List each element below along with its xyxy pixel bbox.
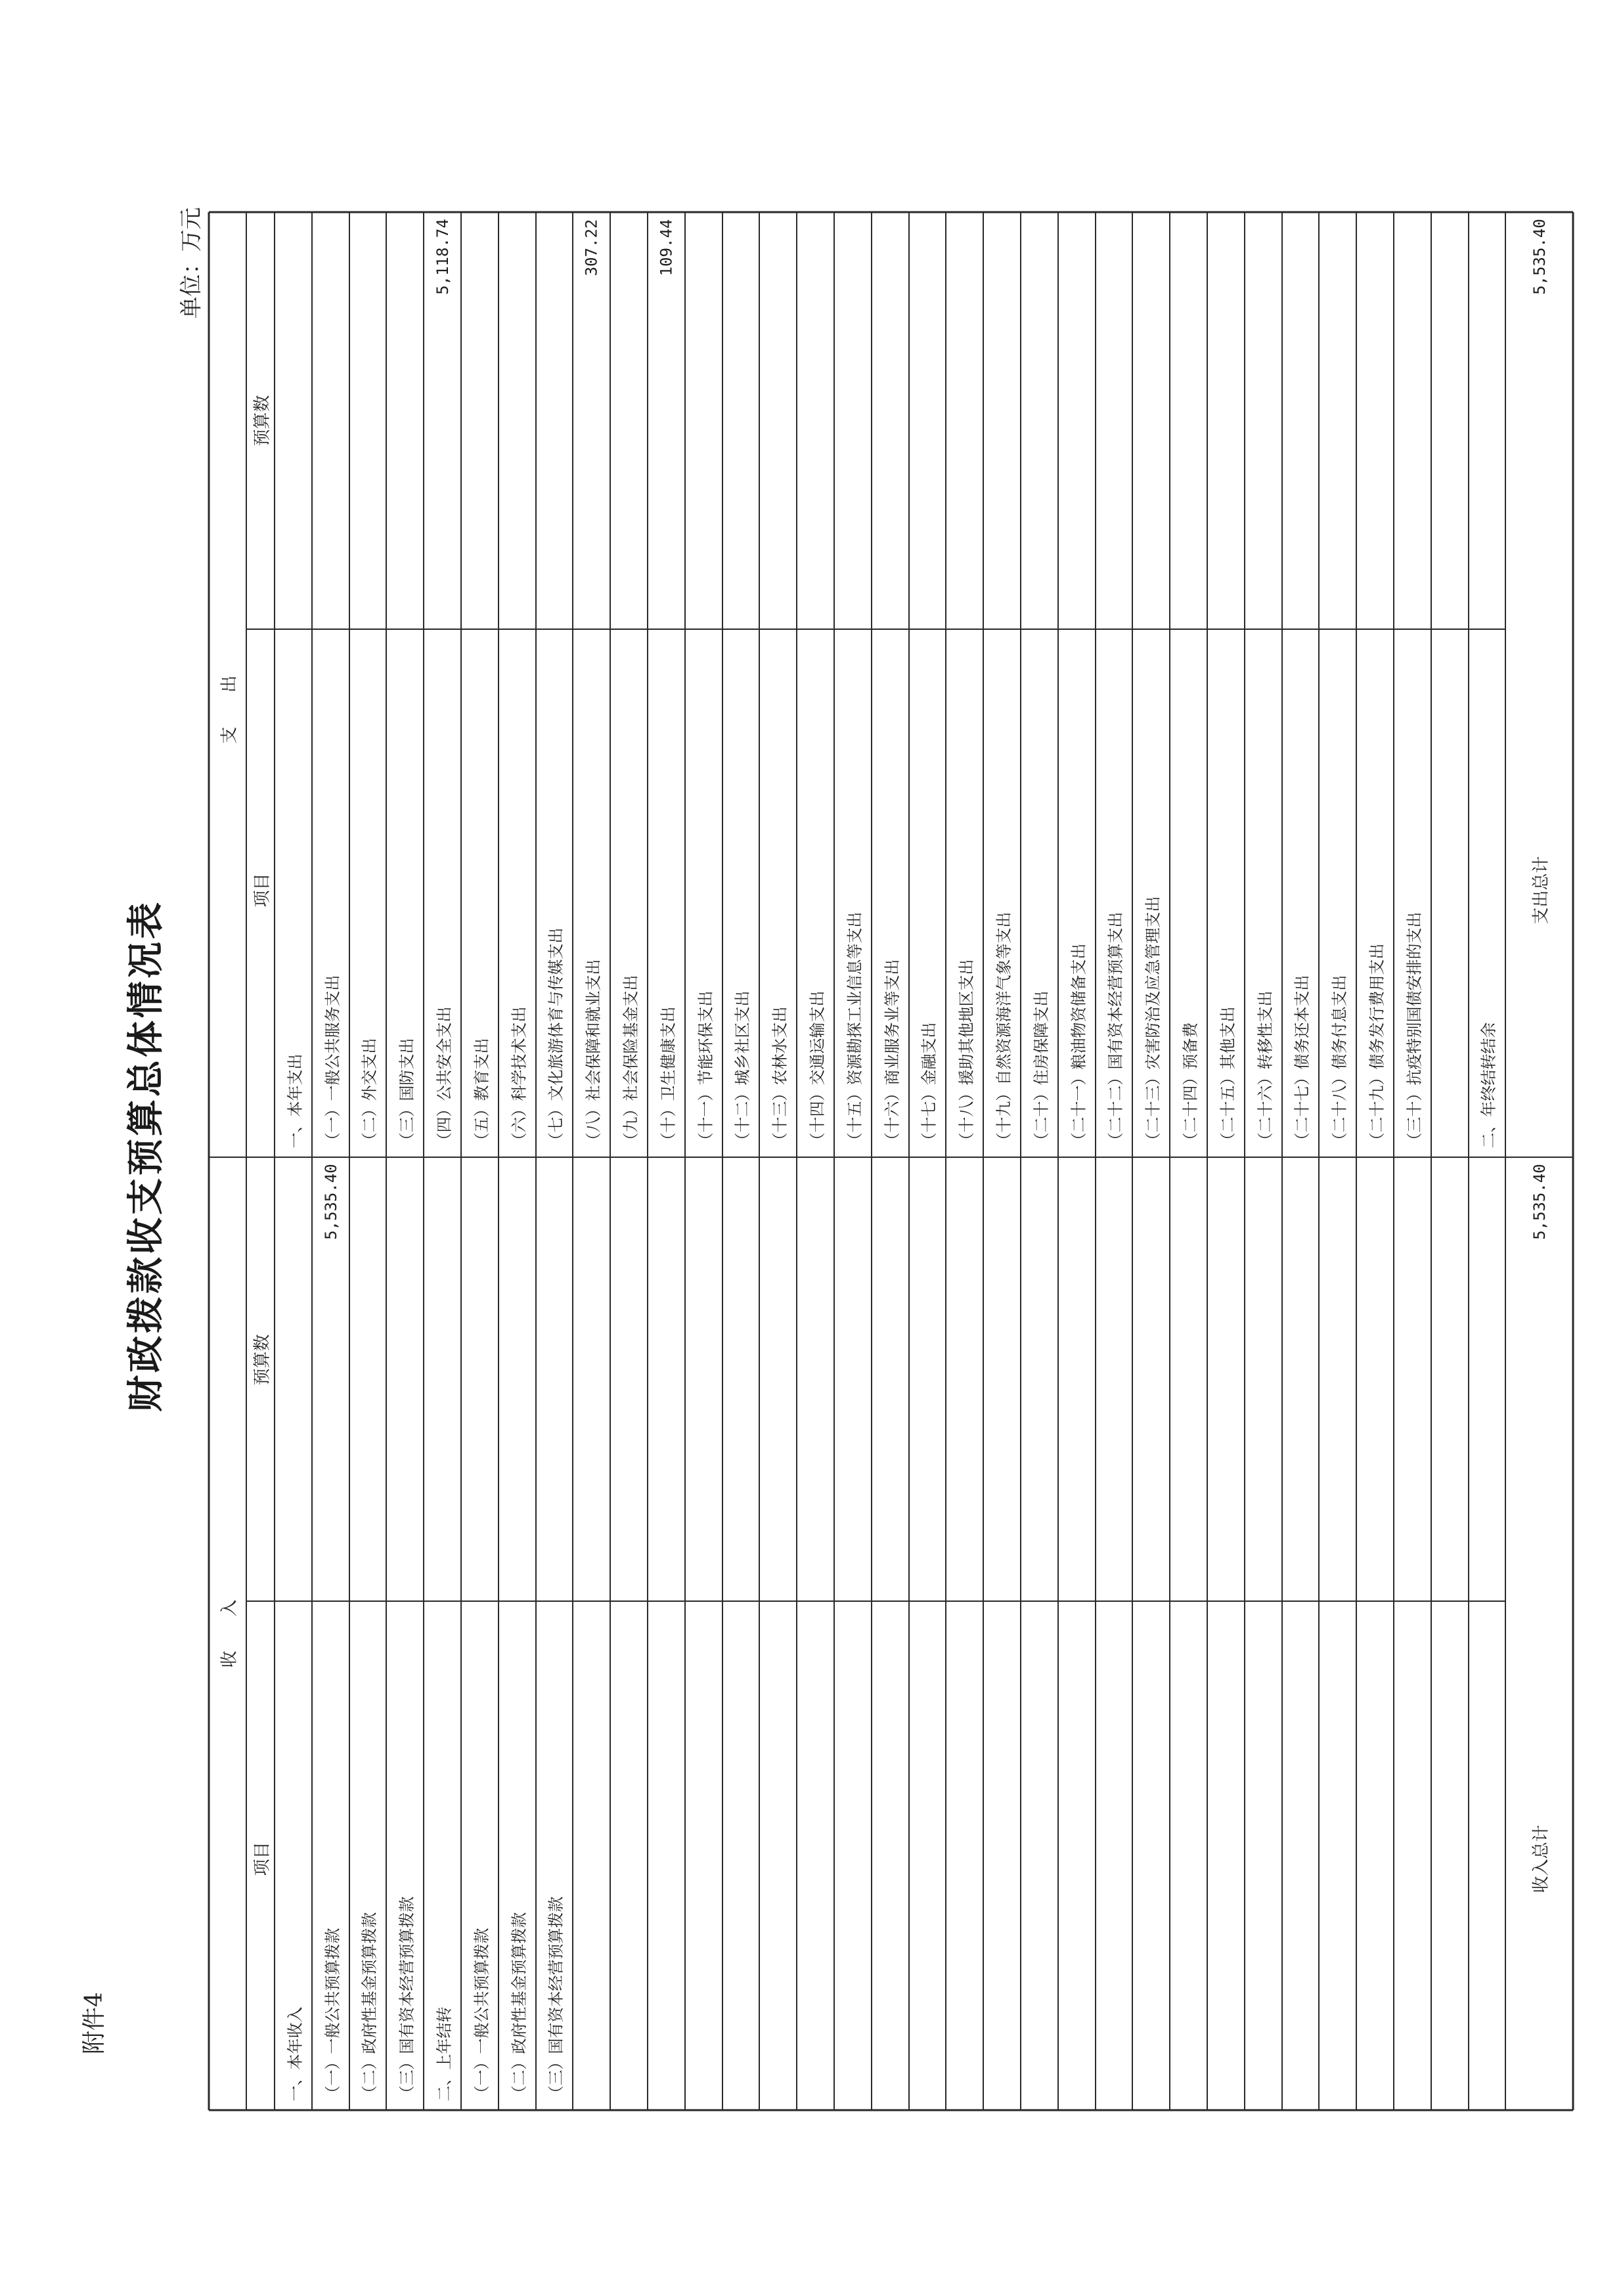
expense-row-label: （十一）节能环保支出 (696, 990, 715, 1148)
expense-row-label: （二十九）债务发行费用支出 (1367, 943, 1386, 1148)
expense-row-label: （六）科学技术支出 (510, 1006, 528, 1148)
expense-row-label: （二十五）其他支出 (1218, 1006, 1237, 1148)
expense-row-value: 109.44 (657, 219, 676, 276)
income-item-column-header: 项目 (252, 1841, 273, 1876)
expense-row-label: （十四）交通运输支出 (808, 990, 826, 1148)
income-total-value: 5,535.40 (1530, 1164, 1549, 1240)
expense-row-label: （二十七）债务还本支出 (1293, 975, 1312, 1148)
expense-row-label: （二十六）转移性支出 (1256, 990, 1274, 1148)
income-row-label: 一、本年收入 (286, 2006, 304, 2101)
expense-row-label: （二十二）国有资本经营预算支出 (1106, 912, 1125, 1148)
expense-row-label: （七）文化旅游体育与传媒支出 (546, 927, 566, 1148)
expense-row-label: （五）教育支出 (472, 1038, 491, 1148)
expense-row-value: 307.22 (582, 219, 601, 276)
income-row-label: （三）国有资本经营预算拨款 (546, 1896, 566, 2101)
expense-row-label: （九）社会保险基金支出 (621, 975, 640, 1148)
expense-row-label: （二十四）预备费 (1181, 1022, 1199, 1148)
expense-row-label: 二、年终结转结余 (1479, 1022, 1498, 1148)
unit-label: 单位：万元 (178, 207, 205, 319)
expense-row-label: （十三）农林水支出 (770, 1006, 789, 1148)
expense-row-label: （二十八）债务付息支出 (1330, 975, 1348, 1148)
income-row-label: （一）一般公共预算拨款 (472, 1928, 491, 2101)
expense-row-label: （二）外交支出 (360, 1038, 379, 1148)
attachment-label: 附件4 (80, 1991, 108, 2054)
expense-row-label: （三）国防支出 (397, 1038, 416, 1148)
income-total-label: 收入总计 (1531, 1824, 1551, 1893)
income-row-label: （二）政府性基金预算拨款 (510, 1912, 528, 2101)
expense-row-label: （十五）资源勘探工业信息等支出 (845, 912, 864, 1148)
expense-row-label: （四）公共安全支出 (435, 1006, 453, 1148)
expense-row-label: （十九）自然资源海洋气象等支出 (994, 912, 1013, 1148)
expense-row-label: （十六）商业服务业等支出 (883, 959, 901, 1148)
income-budget-column-header: 预算数 (252, 1333, 273, 1386)
expense-row-label: 一、本年支出 (286, 1053, 304, 1148)
income-row-label: （一）一般公共预算拨款 (323, 1928, 342, 2101)
expense-row-label: （十七）金融支出 (920, 1022, 939, 1148)
expense-header: 支 出 (219, 674, 240, 744)
expense-row-value: 5,118.74 (433, 219, 452, 295)
income-row-label: 二、上年结转 (435, 2006, 453, 2101)
expense-row-label: （十二）城乡社区支出 (733, 990, 752, 1148)
expense-row-label: （一）一般公共服务支出 (323, 975, 342, 1148)
income-header: 收 入 (219, 1599, 240, 1668)
expense-item-column-header: 项目 (252, 872, 273, 908)
expense-row-label: （三十）抗疫特别国债安排的支出 (1405, 912, 1423, 1148)
expense-total-label: 支出总计 (1531, 855, 1551, 925)
expense-total-value: 5,535.40 (1530, 219, 1549, 295)
income-row-label: （三）国有资本经营预算拨款 (397, 1896, 416, 2101)
expense-budget-column-header: 预算数 (252, 394, 273, 447)
income-row-value: 5,535.40 (321, 1164, 340, 1240)
expense-row-label: （二十一）粮油物资储备支出 (1069, 943, 1088, 1148)
expense-row-label: （八）社会保障和就业支出 (584, 959, 602, 1148)
expense-row-label: （十）卫生健康支出 (659, 1006, 677, 1148)
expense-row-label: （二十）住房保障支出 (1032, 990, 1050, 1148)
expense-row-label: （二十三）灾害防治及应急管理支出 (1144, 896, 1162, 1148)
income-row-label: （二）政府性基金预算拨款 (360, 1912, 379, 2101)
expense-row-label: （十八）援助其他地区支出 (957, 959, 975, 1148)
page-title: 财政拨款收支预算总体情况表 (124, 900, 167, 1412)
